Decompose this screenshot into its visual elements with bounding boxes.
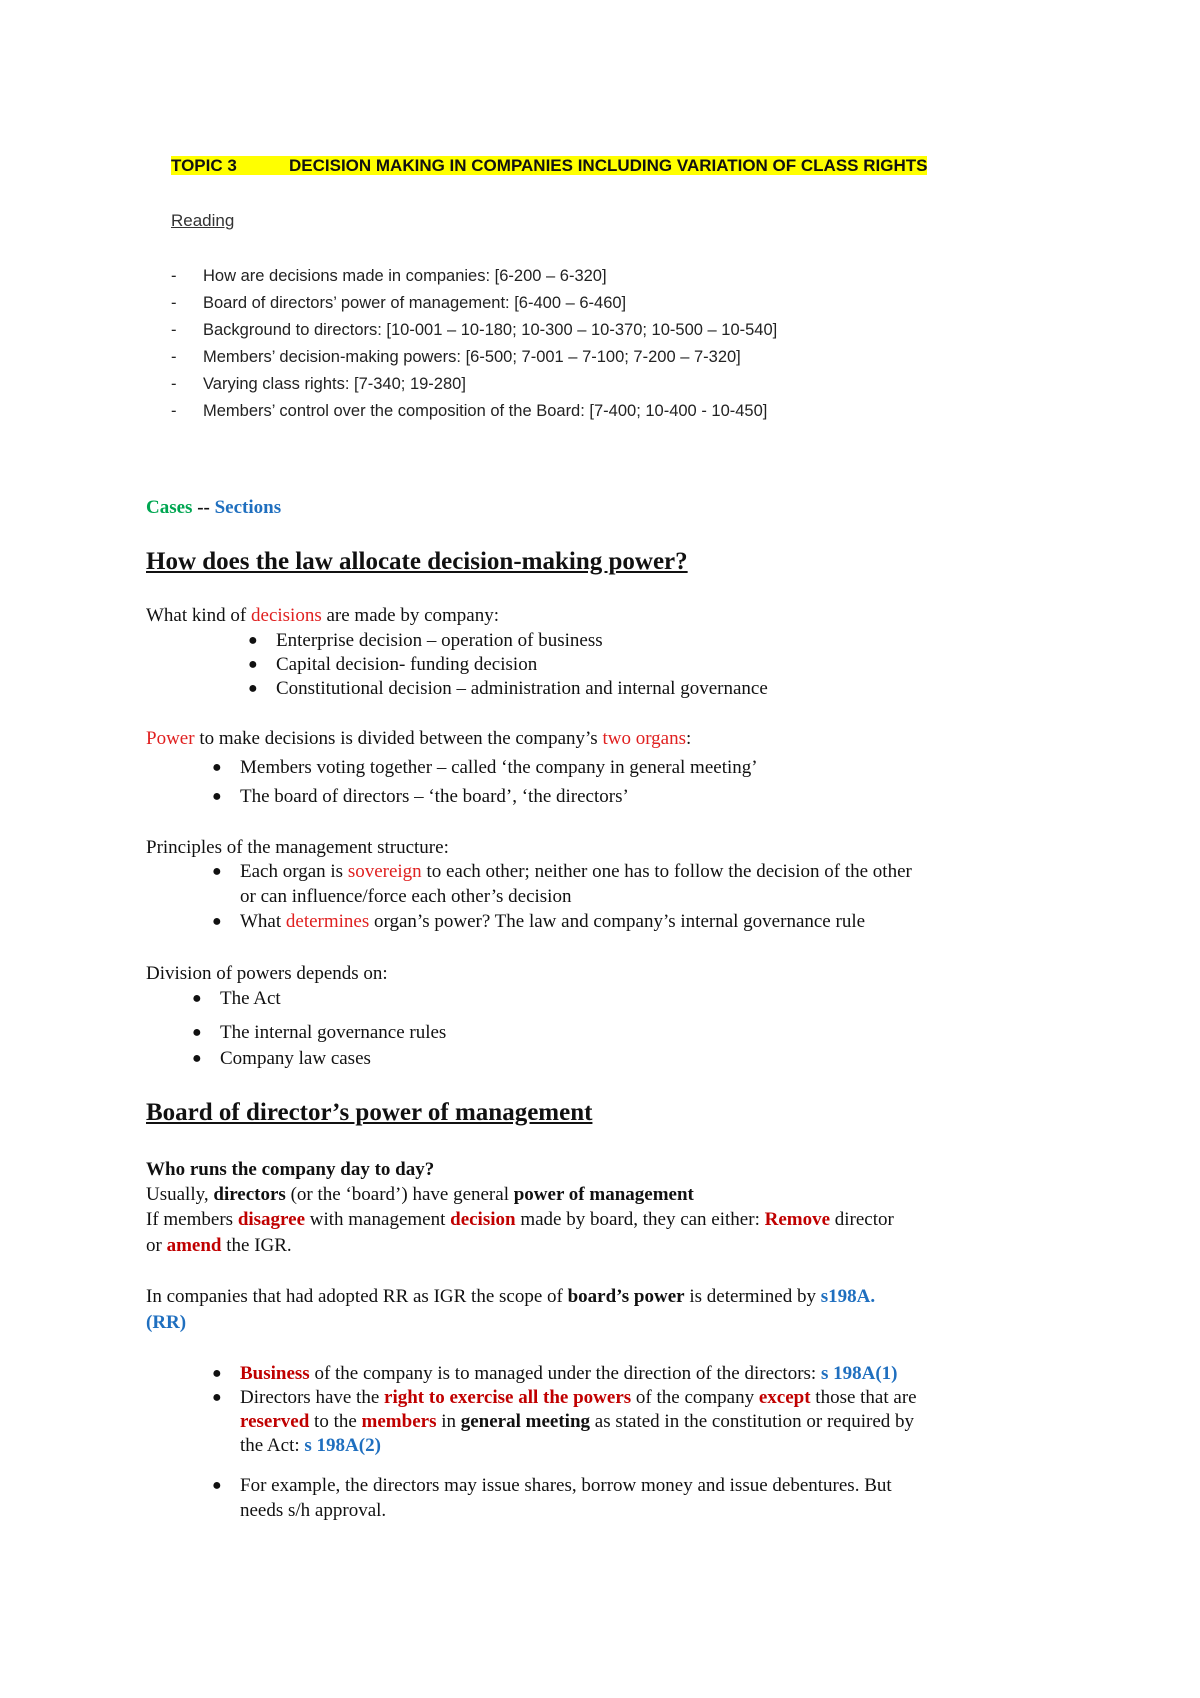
reading-list bbox=[171, 263, 777, 425]
list-item: - Board of directors’ power of management: [6-400 – 6-460] bbox=[171, 294, 627, 312]
list-item: ● Enterprise decision – operation of business bbox=[248, 630, 603, 651]
or-line: or amend the IGR. bbox=[146, 1235, 292, 1256]
principles-title: Principles of the management structure: bbox=[146, 837, 449, 858]
legend-cases: Cases bbox=[146, 497, 193, 518]
reading-title: Reading bbox=[171, 211, 235, 230]
topic-header bbox=[171, 155, 927, 177]
list-item: ● Members voting together – called ‘the company in general meeting’ bbox=[212, 757, 758, 778]
list-item: ● Company law cases bbox=[192, 1048, 371, 1069]
list-item: - Members’ control over the composition of the Board: [7-400; 10-400 - 10-450] bbox=[171, 402, 768, 420]
color-legend: Cases -- Sections bbox=[146, 497, 282, 518]
list-item: - Background to directors: [10-001 – 10-180; 10-300 – 10-370; 10-500 – 10-540] bbox=[171, 321, 778, 339]
rr-line-2: (RR) bbox=[146, 1312, 187, 1333]
list-item: ● For example, the directors may issue shares, borrow money and issue debentures. But bbox=[212, 1475, 892, 1496]
list-item: ● The board of directors – ‘the board’, ‘the directors’ bbox=[212, 786, 629, 807]
legend-sections: Sections bbox=[214, 497, 282, 518]
division-title: Division of powers depends on: bbox=[146, 963, 388, 984]
rr-line: In companies that had adopted RR as IGR the scope of board’s power is determined by s198A. bbox=[146, 1286, 876, 1307]
list-item: ● Directors have the right to exercise all the powers of the company except those that are bbox=[212, 1387, 917, 1408]
topic-label: TOPIC 3 bbox=[171, 156, 237, 175]
power-intro: Power to make decisions is divided between the company’s two organs: bbox=[146, 728, 692, 749]
list-item: ● Each organ is sovereign to each other; neither one has to follow the decision of the other bbox=[212, 861, 912, 882]
list-item-continuation: reserved to the members in general meeting as stated in the constitution or required by bbox=[240, 1411, 914, 1432]
list-item: ● What determines organ’s power? The law and company’s internal governance rule bbox=[212, 911, 866, 932]
topic-title: DECISION MAKING IN COMPANIES INCLUDING VARIATION OF CLASS RIGHTS bbox=[289, 156, 928, 175]
list-item: - Members’ decision-making powers: [6-500; 7-001 – 7-100; 7-200 – 7-320] bbox=[171, 348, 741, 366]
list-item-continuation: the Act: s 198A(2) bbox=[240, 1435, 381, 1456]
list-item: - Varying class rights: [7-340; 19-280] bbox=[171, 375, 466, 393]
list-item: ● The Act bbox=[192, 988, 281, 1009]
section-heading: How does the law allocate decision-making power? bbox=[146, 548, 688, 575]
list-item: ● Business of the company is to managed under the direction of the directors: s 198A(1) bbox=[212, 1363, 898, 1384]
who-question: Who runs the company day to day? bbox=[146, 1159, 435, 1180]
usually-line: Usually, directors (or the ‘board’) have general power of management bbox=[146, 1184, 694, 1205]
list-item-continuation: needs s/h approval. bbox=[240, 1500, 387, 1521]
kinds-intro: What kind of decisions are made by company: bbox=[146, 605, 499, 626]
if-line: If members disagree with management decision made by board, they can either: Remove director bbox=[146, 1209, 894, 1230]
list-item-continuation: or can influence/force each other’s decision bbox=[240, 886, 572, 907]
list-item: ● The internal governance rules bbox=[192, 1022, 447, 1043]
list-item: ● Constitutional decision – administration and internal governance bbox=[248, 678, 768, 699]
list-item: ● Capital decision- funding decision bbox=[248, 654, 538, 675]
section-heading: Board of director’s power of management bbox=[146, 1099, 593, 1126]
list-item: - How are decisions made in companies: [6-200 – 6-320] bbox=[171, 267, 607, 285]
